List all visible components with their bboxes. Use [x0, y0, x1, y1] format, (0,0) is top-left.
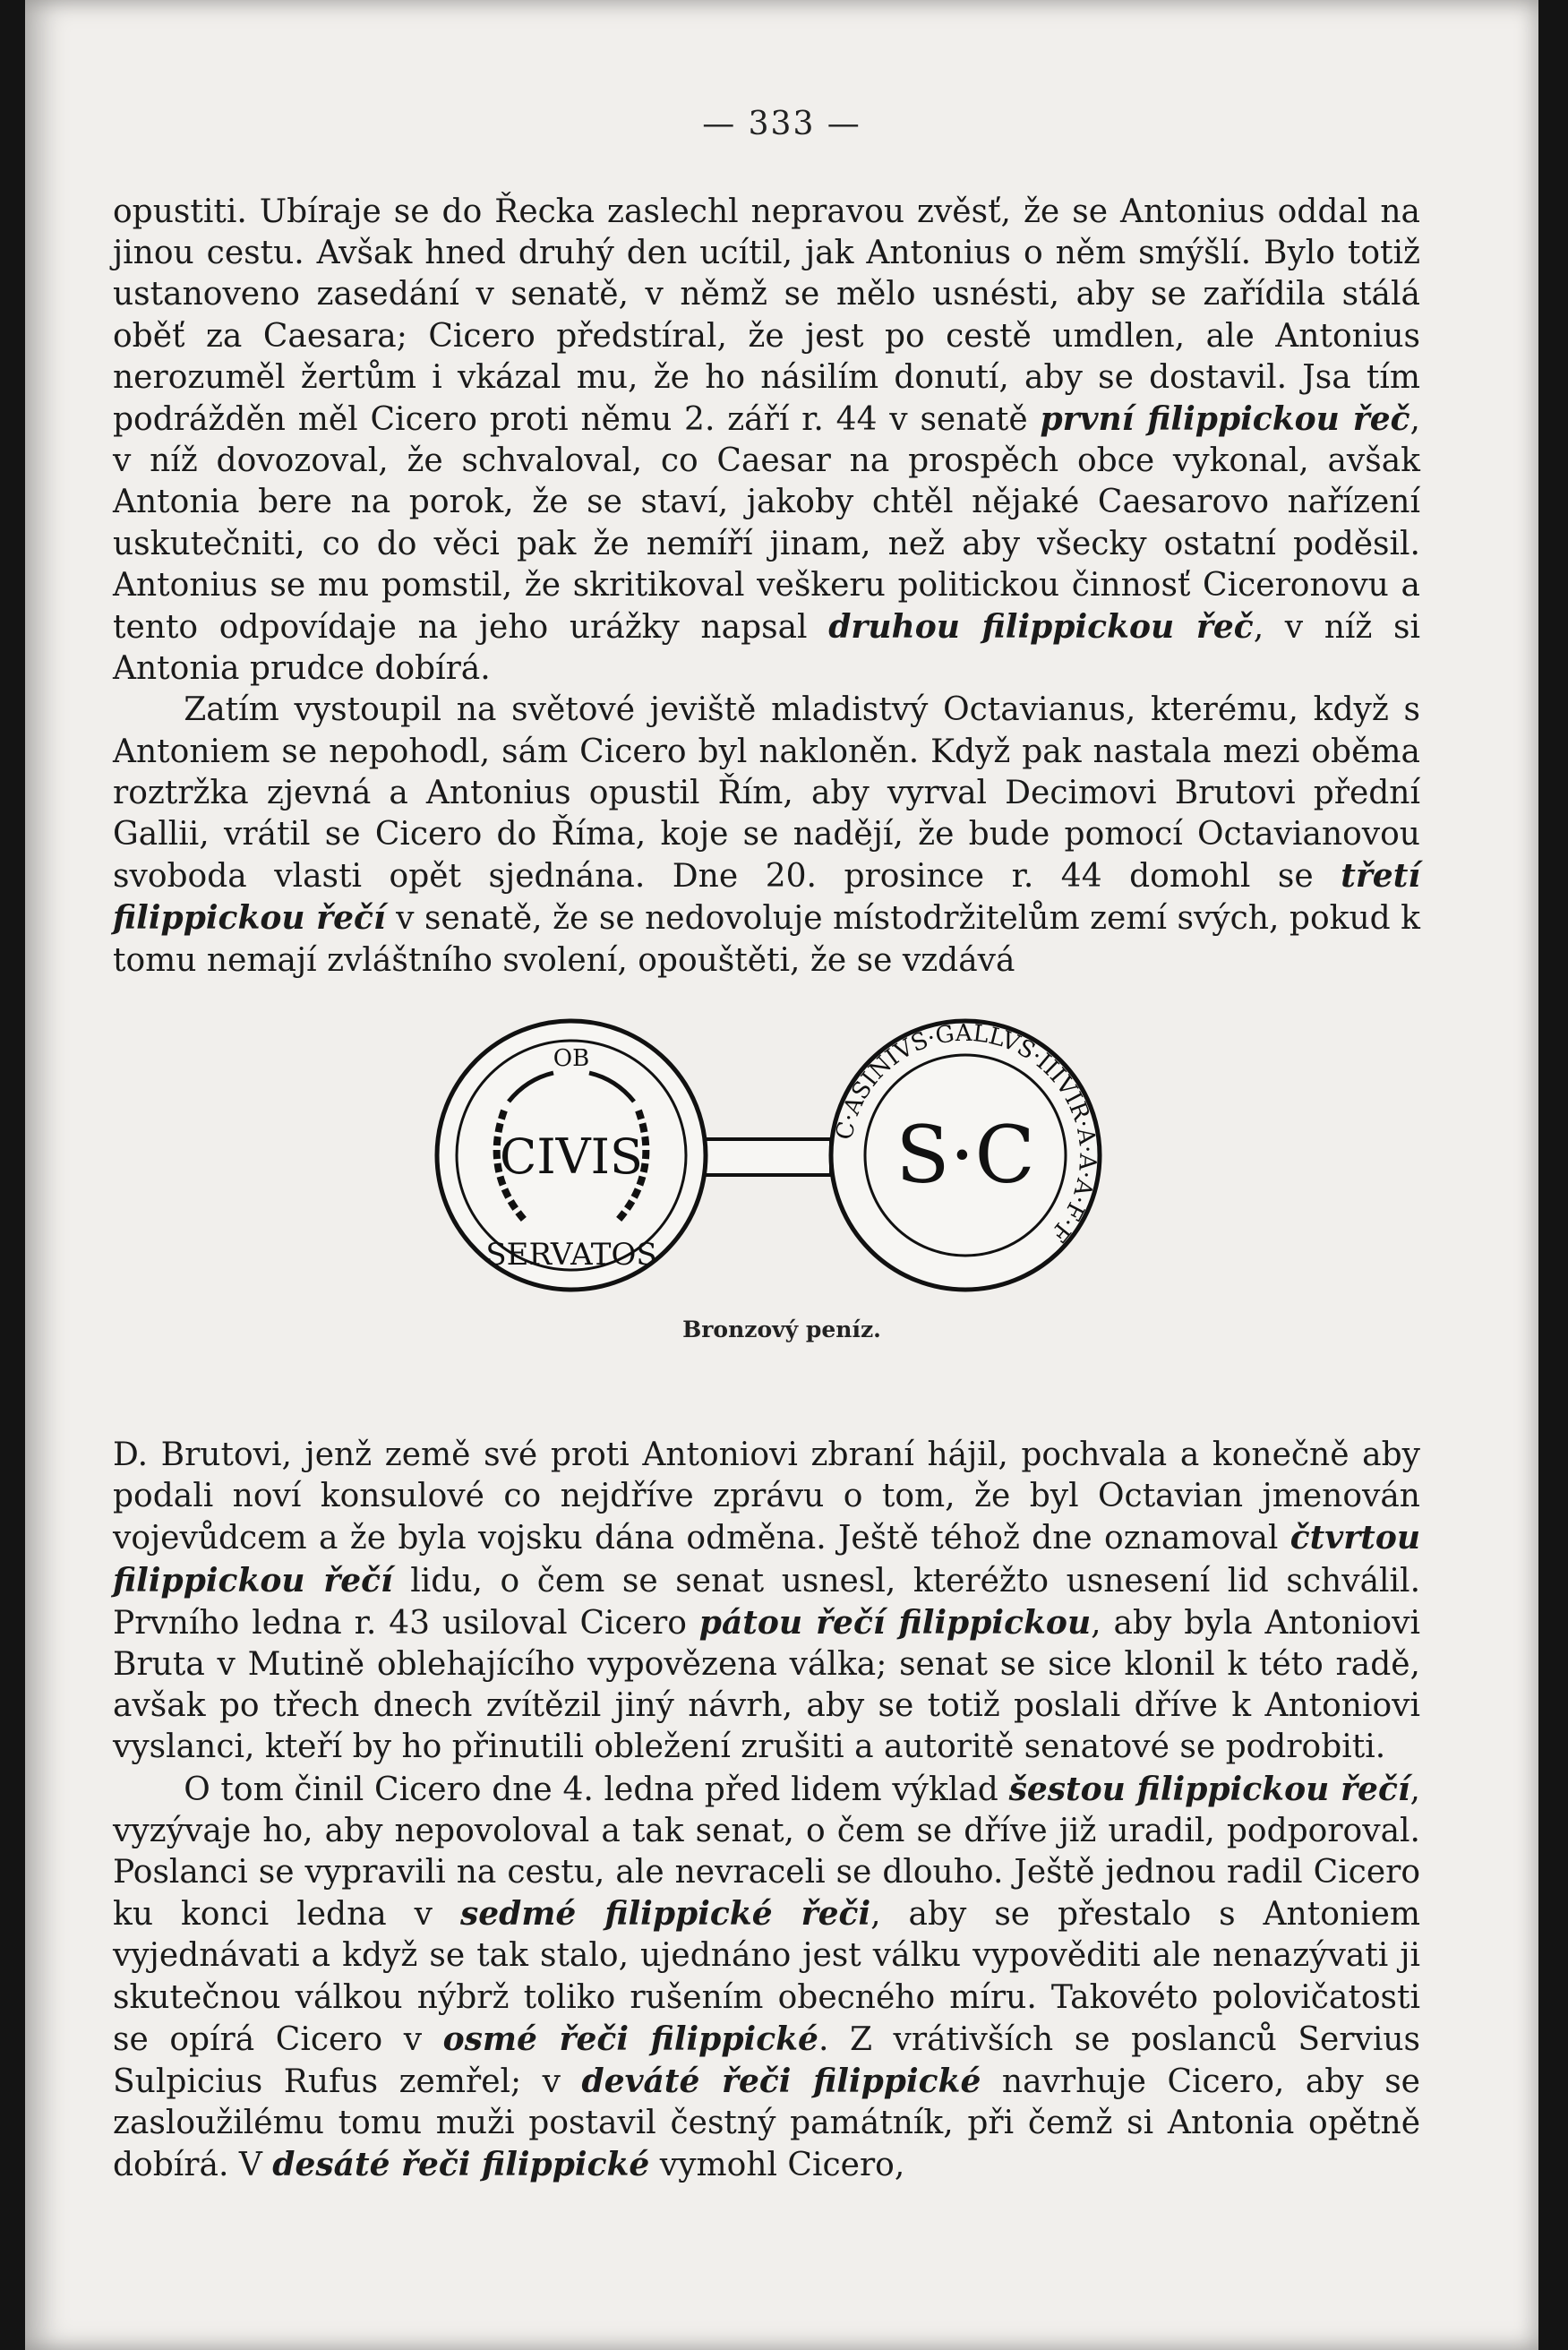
text-segment: D. Brutovi, jenž země své proti Antoniovi zbraní hájil, pochvala a konečně aby podali noví konsulové co nejdříve zprávu o tom, že byl Octavian jmenován vojevůdcem a že byla vojsku dána odměna. Ještě téhož dne oznamoval — [113, 1437, 1420, 1557]
bronze-coin-illustration — [419, 1003, 1225, 1308]
text-block-top — [113, 192, 1420, 982]
italic-title-segment: desáté řeči filippické — [272, 2146, 650, 2184]
text-segment: , v níž dovozoval, že schvaloval, co Caesar na prospěch obce vykonal, avšak Antonia bere na porok, že se staví, jakoby chtěl nějaké Caesarovo nařízení uskutečniti, co do věci pak že nemíří jinam, než aby všecky ostatní poděsil. Antonius se mu pomstil, že skritikoval veškeru politickou činnosť Ciceronovu a tento odpovídaje na jeho urážky napsal — [113, 401, 1420, 647]
coin-left-center-text: CIVIS — [500, 1128, 643, 1185]
paragraph — [113, 192, 1420, 690]
paragraph — [113, 1435, 1420, 1769]
italic-title-segment: třetí filippickou řečí — [113, 857, 1420, 938]
coin-right-legend: C·ASINIVS·GALLVS·IIIVIR·A·A·A·F·F — [831, 1019, 1101, 1248]
coin-obverse — [437, 1021, 706, 1290]
coin-right-center-text: S·C — [895, 1109, 1035, 1201]
text-segment: vymohl Cicero, — [649, 2147, 905, 2184]
text-segment: opustiti. Ubíraje se do Řecka zaslechl nepravou zvěsť, že se Antonius oddal na jinou cestu. Avšak hned druhý den ucítil, jak Antonius o něm smýšlí. Bylo totiž ustanoveno zasedání v senatě, v němž se mělo usnésti, aby se zařídila stálá oběť za Caesara; Cicero předstíral, že jest po cestě umdlen, ale Antonius nerozuměl žertům i vkázal mu, že ho násilím donutí, aby se dostavil. Jsa tím podrážděn měl Cicero proti němu 2. září r. 44 v senatě — [113, 193, 1420, 439]
text-segment: , vyzývaje ho, aby nepovoloval a tak senat, o čem se dříve již uradil, podporoval. Poslanci se vypravili na cestu, ale nevraceli se dlouho. Ještě jednou radil Cicero ku konci ledna v — [113, 1771, 1420, 1934]
coin-reverse — [831, 1020, 1101, 1290]
text-segment: O tom činil Cicero dne 4. ledna před lidem výklad — [184, 1771, 1009, 1808]
text-segment: Zatím vystoupil na světové jeviště mladistvý Octavianus, kterému, když s Antoniem se nepohodl, sám Cicero byl nakloněn. Když pak nastala mezi oběma roztržka zjevná a Antonius opustil Řím, aby vyrval Decimovi Brutovi přední Gallii, vrátil se Cicero do Říma, koje se nadějí, že bude pomocí Octavianovou svoboda vlasti opět sjednána. Dne 20. prosince r. 44 domohl se — [113, 691, 1420, 896]
paragraph — [113, 1769, 1420, 2187]
italic-title-segment: šestou filippickou řečí — [1008, 1770, 1410, 1808]
italic-title-segment: pátou řečí filippickou — [698, 1603, 1092, 1642]
text-segment: , aby se přestalo s Antoniem vyjednávati a když se tak stalo, ujednáno jest válku vypověditi ale nenazývati ji skutečnou válkou nýbrž toliko rušením obecného míru. Takovéto polovičatosti se opírá Cicero v — [113, 1896, 1421, 2058]
text-block-bottom — [113, 1435, 1420, 2187]
text-segment: . Z vrátivších se poslanců Servius Sulpicius Rufus zemřel; v — [113, 2020, 1421, 2101]
italic-title-segment: osmé řeči filippické — [442, 2020, 818, 2058]
coin-figure — [419, 1003, 1225, 1308]
italic-title-segment: čtvrtou filippickou řečí — [113, 1519, 1420, 1600]
text-segment: lidu, o čem se senat usnesl, kteréžto usnesení lid schválil. Prvního ledna r. 43 usiloval Cicero — [113, 1562, 1421, 1642]
italic-title-segment: první filippickou řeč — [1040, 400, 1410, 439]
figure-caption: Bronzový peníz. — [682, 1317, 881, 1342]
text-segment: , aby byla Antoniovi Bruta v Mutině oblehajícího vypovězena válka; senat se sice klonil k této radě, avšak po třech dnech zvítězil jiný návrh, aby se totiž poslali dříve k Antoniovi vyslanci, kteří by ho přinutili obležení zrušiti a autoritě senatové se podrobiti. — [113, 1604, 1420, 1766]
book-page — [25, 0, 1538, 2350]
italic-title-segment: sedmé filippické řeči — [459, 1895, 871, 1934]
coin-left-bottom-text: SERVATOS — [485, 1237, 657, 1273]
page-number: — 333 — — [702, 106, 861, 142]
italic-title-segment: druhou filippickou řeč — [828, 608, 1254, 647]
text-segment: v senatě, že se nedovoluje místodržitelům zemí svých, pokud k tomu nemají zvláštního svolení, opouštěti, že se vzdává — [113, 900, 1420, 979]
italic-title-segment: deváté řeči filippické — [581, 2063, 981, 2101]
text-segment: , v níž si Antonia prudce dobírá. — [113, 609, 1420, 688]
coin-left-top-text: OB — [553, 1045, 590, 1072]
paragraph — [113, 690, 1420, 981]
text-segment: navrhuje Cicero, aby se zasloužilému tomu muži postavil čestný památník, při čemž si Antonia opětně dobírá. V — [113, 2063, 1420, 2184]
coin-connector — [688, 1139, 831, 1175]
